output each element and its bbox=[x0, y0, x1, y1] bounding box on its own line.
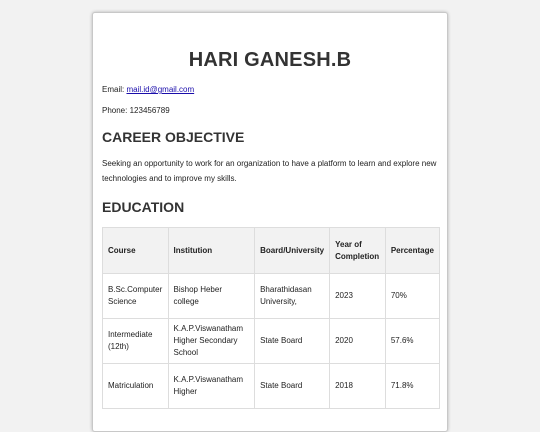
cell-percentage: 70% bbox=[385, 274, 439, 319]
education-table-header bbox=[103, 228, 440, 274]
candidate-name: HARI GANESH.B bbox=[188, 49, 352, 71]
cell-board-university: State Board bbox=[255, 364, 330, 409]
cell-institution: K.A.P.Viswanatham Higher bbox=[168, 364, 255, 409]
cell-board-university: State Board bbox=[255, 319, 330, 364]
education-heading: EDUCATION bbox=[102, 199, 185, 215]
cell-course: B.Sc.Computer Science bbox=[103, 274, 169, 319]
phone-line bbox=[102, 105, 438, 117]
column-year-of-completion: Year of Completion bbox=[330, 228, 386, 274]
table-row bbox=[103, 319, 440, 364]
cell-year: 2023 bbox=[330, 274, 386, 319]
table-row bbox=[103, 274, 440, 319]
table-row bbox=[103, 364, 440, 409]
cell-year: 2018 bbox=[330, 364, 386, 409]
column-institution: Institution bbox=[168, 228, 255, 274]
column-percentage: Percentage bbox=[385, 228, 439, 274]
cell-course: Matriculation bbox=[103, 364, 169, 409]
cell-year: 2020 bbox=[330, 319, 386, 364]
column-board-university: Board/University bbox=[255, 228, 330, 274]
cell-course: Intermediate (12th) bbox=[103, 319, 169, 364]
cell-board-university: Bharathidasan University, bbox=[255, 274, 330, 319]
email-label: Email: bbox=[102, 85, 125, 94]
email-line bbox=[102, 84, 438, 96]
column-course: Course bbox=[103, 228, 169, 274]
resume-page bbox=[92, 12, 448, 432]
cell-percentage: 71.8% bbox=[385, 364, 439, 409]
phone-label: Phone: bbox=[102, 106, 128, 115]
career-objective-text: Seeking an opportunity to work for an organization to have a platform to learn and explore new technologies and to improve my skills. bbox=[102, 159, 437, 183]
cell-percentage: 57.6% bbox=[385, 319, 439, 364]
career-objective-heading: CAREER OBJECTIVE bbox=[102, 129, 245, 145]
education-table bbox=[102, 227, 440, 409]
phone-value: 123456789 bbox=[129, 106, 170, 115]
cell-institution: K.A.P.Viswanatham Higher Secondary School bbox=[168, 319, 255, 364]
email-link[interactable]: mail.id@gmail.com bbox=[126, 85, 195, 94]
cell-institution: Bishop Heber college bbox=[168, 274, 255, 319]
